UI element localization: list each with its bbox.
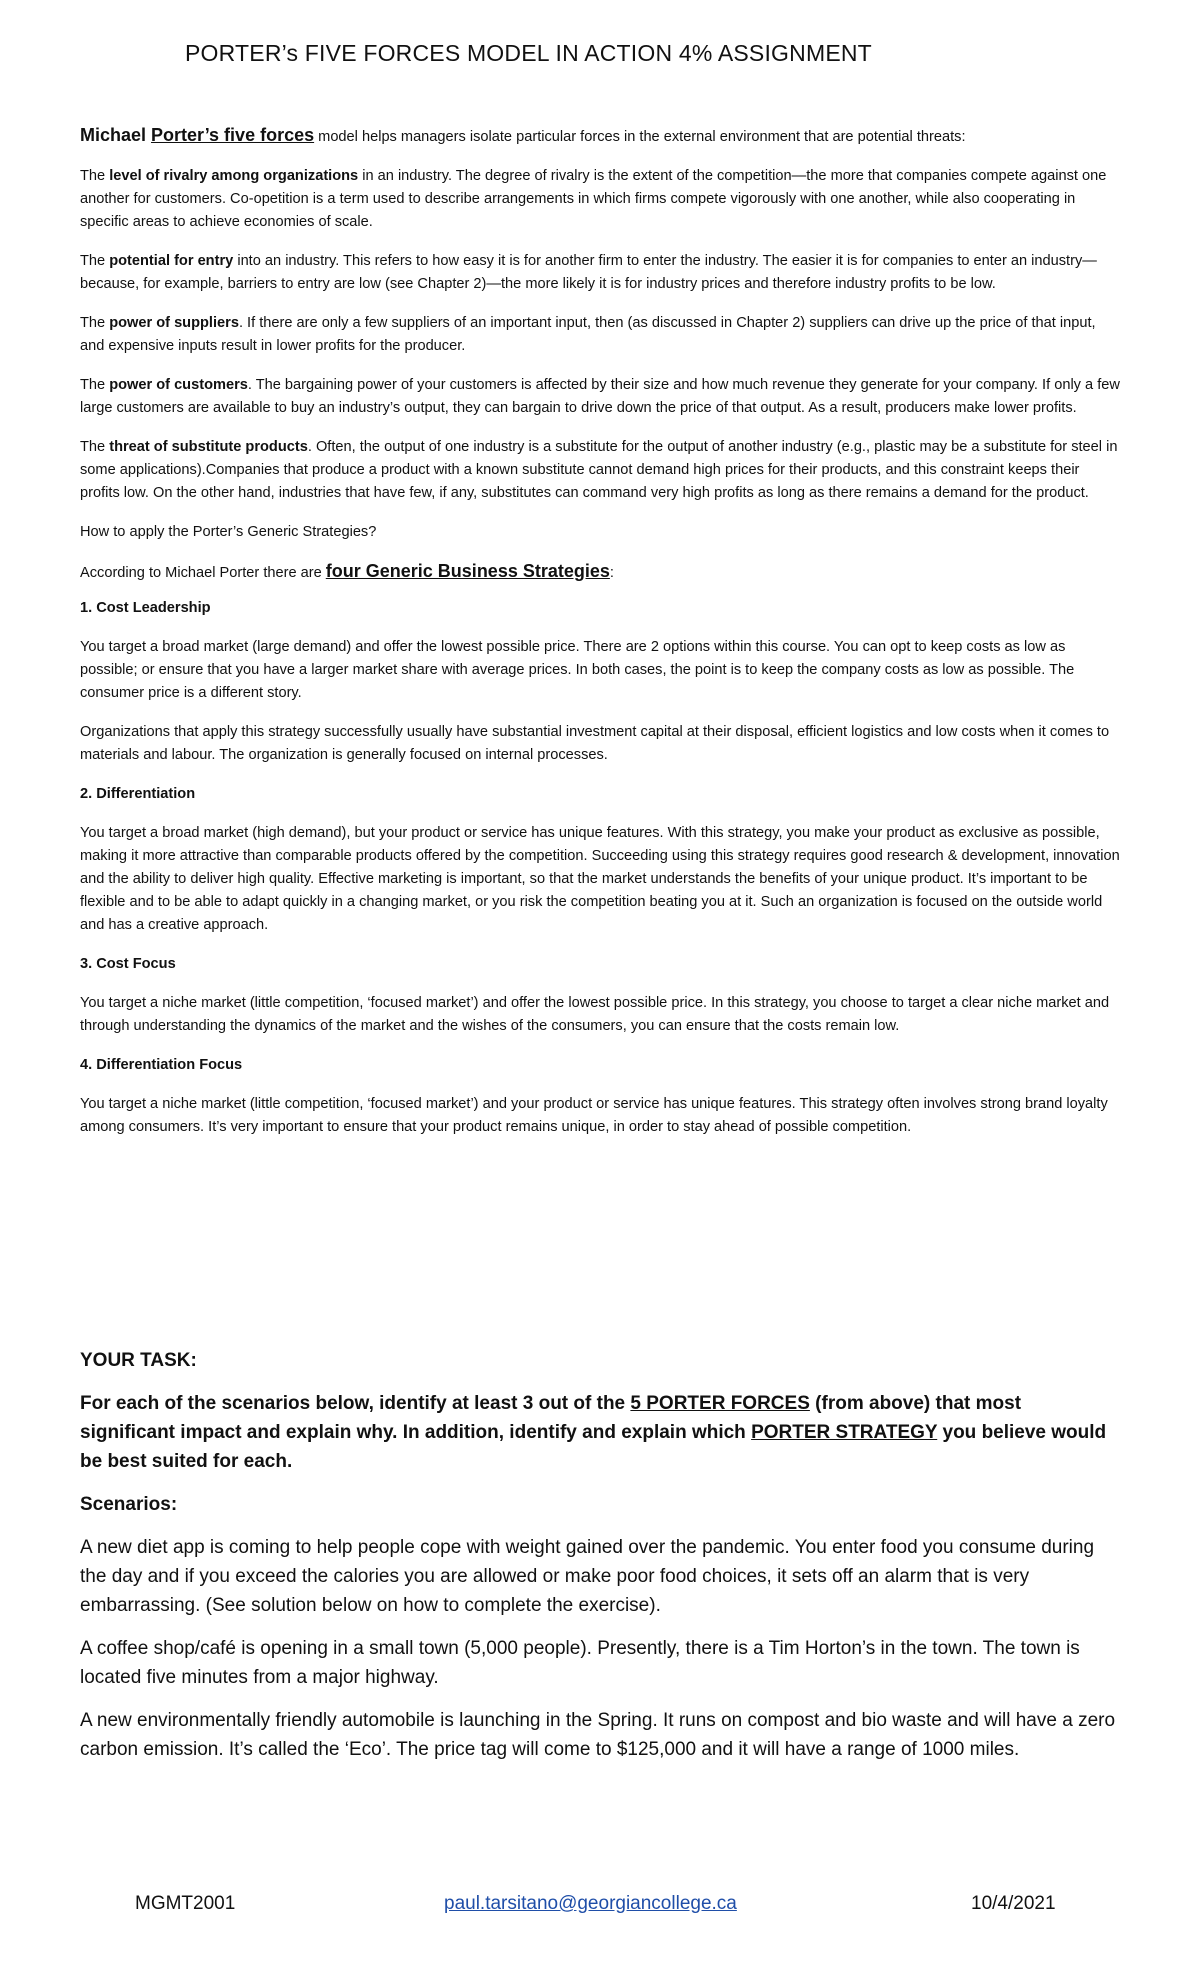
force-text: . Often, the output of one industry is a substitute for the output of another industry (e.g., plastic may be a substitute for steel in some applications).Companies that produce a product with a known substitute cannot demand high prices for their products, and this constraint keeps their profits low. On the other hand, industries that have few, if any, substitutes can command very high profits as long as there remains a demand for the product. — [80, 439, 1118, 501]
according-text: According to Michael Porter there are — [80, 565, 326, 581]
force-prefix: The — [80, 315, 110, 331]
intro-name: Michael — [80, 125, 152, 145]
intro-text: model helps managers isolate particular forces in the external environment that are potential threats: — [314, 129, 966, 145]
force-text: . The bargaining power of your customers is affected by their size and how much revenue they generate for your company. If only a few large customers are available to buy an industry’s output, they can bargain to drive down the price of that output. As a result, producers make lower profits. — [80, 377, 1120, 416]
task-section — [80, 1346, 1120, 1778]
porters-five-forces-link[interactable]: Porter’s five forces — [151, 125, 315, 145]
force-rivalry — [80, 165, 1120, 234]
force-prefix: The — [80, 253, 110, 269]
strategy-heading: 2. Differentiation — [80, 786, 196, 802]
force-term: level of rivalry among organizations — [109, 168, 359, 184]
force-prefix: The — [80, 439, 110, 455]
strategy-heading: 3. Cost Focus — [80, 956, 176, 972]
porter-strategy-link[interactable]: PORTER STRATEGY — [751, 1422, 938, 1443]
instr-text: For each of the scenarios below, identify at least 3 out of the — [80, 1393, 631, 1414]
scenario-diet-app: A new diet app is coming to help people cope with weight gained over the pandemic. You enter food you consume during the day and if you exceed the calories you are allowed or make poor food choices, it sets off an alarm that is very embarrassing. (See solution below on how to complete the exercise). — [80, 1537, 1095, 1616]
scenario-coffee-shop: A coffee shop/café is opening in a small town (5,000 people). Presently, there is a Tim Horton’s in the town. The town is located five minutes from a major highway. — [80, 1638, 1080, 1688]
strategy-paragraph: Organizations that apply this strategy successfully usually have substantial investment capital at their disposal, efficient logistics and low costs when it comes to materials and labour. The organization is generally focused on internal processes. — [80, 724, 1110, 763]
task-heading: YOUR TASK: — [80, 1350, 197, 1371]
force-term: power of customers — [109, 377, 248, 393]
force-entry — [80, 250, 1120, 296]
according-colon: : — [609, 565, 614, 581]
strategy-paragraph: You target a niche market (little competition, ‘focused market’) and offer the lowest possible price. In this strategy, you choose to target a clear niche market and through understanding the dynamics of the market and the wishes of the consumers, you can ensure that the costs remain low. — [80, 995, 1110, 1034]
strategy-heading: 1. Cost Leadership — [80, 600, 211, 616]
force-term: threat of substitute products — [109, 439, 308, 455]
task-instructions — [80, 1389, 1120, 1476]
force-text: . If there are only a few suppliers of an important input, then (as discussed in Chapter 2) suppliers can drive up the price of that input, and expensive inputs result in lower profits for the producer. — [80, 315, 1096, 354]
howto-question: How to apply the Porter’s Generic Strategies? — [80, 524, 377, 540]
strategy-paragraph: You target a broad market (high demand), but your product or service has unique features. With this strategy, you make your product as exclusive as possible, making it more attractive than comparable products offered by the competition. Succeeding using this strategy requires good research & development, innovation and the ability to deliver high quality. Effective marketing is important, so that the market understands the benefits of your unique product. It’s important to be flexible and to be able to adapt quickly in a changing market, or you risk the competition beating you at it. Such an organization is focused on the outside world and has a creative approach. — [80, 825, 1120, 933]
intro-paragraph — [80, 124, 1120, 149]
force-suppliers — [80, 312, 1120, 358]
force-substitutes — [80, 436, 1120, 505]
scenario-eco-car: A new environmentally friendly automobile is launching in the Spring. It runs on compost and bio waste and will have a zero carbon emission. It’s called the ‘Eco’. The price tag will come to $125,000 and it will have a range of 1000 miles. — [80, 1710, 1116, 1760]
page-footer — [0, 1893, 1200, 1923]
generic-strategies-link[interactable]: four Generic Business Strategies — [325, 561, 610, 581]
email-link[interactable]: paul.tarsitano@georgiancollege.ca — [444, 1893, 737, 1914]
force-term: potential for entry — [109, 253, 234, 269]
according-line — [80, 560, 1120, 585]
force-text: in an industry. The degree of rivalry is the extent of the competition—the more that companies compete against one another for customers. Co-opetition is a term used to describe arrangements in which firms compete vigorously with one another, while also cooperating in specific areas to achieve economies of scale. — [80, 168, 1107, 230]
force-term: power of suppliers — [109, 315, 239, 331]
force-prefix: The — [80, 377, 110, 393]
scenarios-heading: Scenarios: — [80, 1494, 178, 1515]
document-title: PORTER’s FIVE FORCES MODEL IN ACTION 4% ASSIGNMENT — [185, 40, 872, 66]
course-code: MGMT2001 — [135, 1893, 236, 1914]
strategy-heading: 4. Differentiation Focus — [80, 1057, 243, 1073]
porter-forces-link[interactable]: 5 PORTER FORCES — [630, 1393, 810, 1414]
document-body — [80, 124, 1120, 1155]
force-prefix: The — [80, 168, 110, 184]
strategy-paragraph: You target a niche market (little competition, ‘focused market’) and your product or service has unique features. This strategy often involves strong brand loyalty among consumers. It’s very important to ensure that your product remains unique, in order to stay ahead of possible competition. — [80, 1096, 1108, 1135]
force-customers — [80, 374, 1120, 420]
instr-text: you believe would be best suited for each. — [80, 1422, 1107, 1472]
instr-text: (from above) that most significant impact and explain why. In addition, identify and explain which — [80, 1393, 1022, 1443]
strategy-paragraph: You target a broad market (large demand) and offer the lowest possible price. There are 2 options within this course. You can opt to keep costs as low as possible; or ensure that you have a larger market share with average prices. In both cases, the point is to keep the company costs as low as possible. The consumer price is a different story. — [80, 639, 1075, 701]
force-text: into an industry. This refers to how easy it is for another firm to enter the industry. The easier it is for companies to enter an industry—because, for example, barriers to entry are low (see Chapter 2)—the more likely it is for industry prices and therefore industry profits to be low. — [80, 253, 1097, 292]
footer-date: 10/4/2021 — [971, 1893, 1056, 1914]
